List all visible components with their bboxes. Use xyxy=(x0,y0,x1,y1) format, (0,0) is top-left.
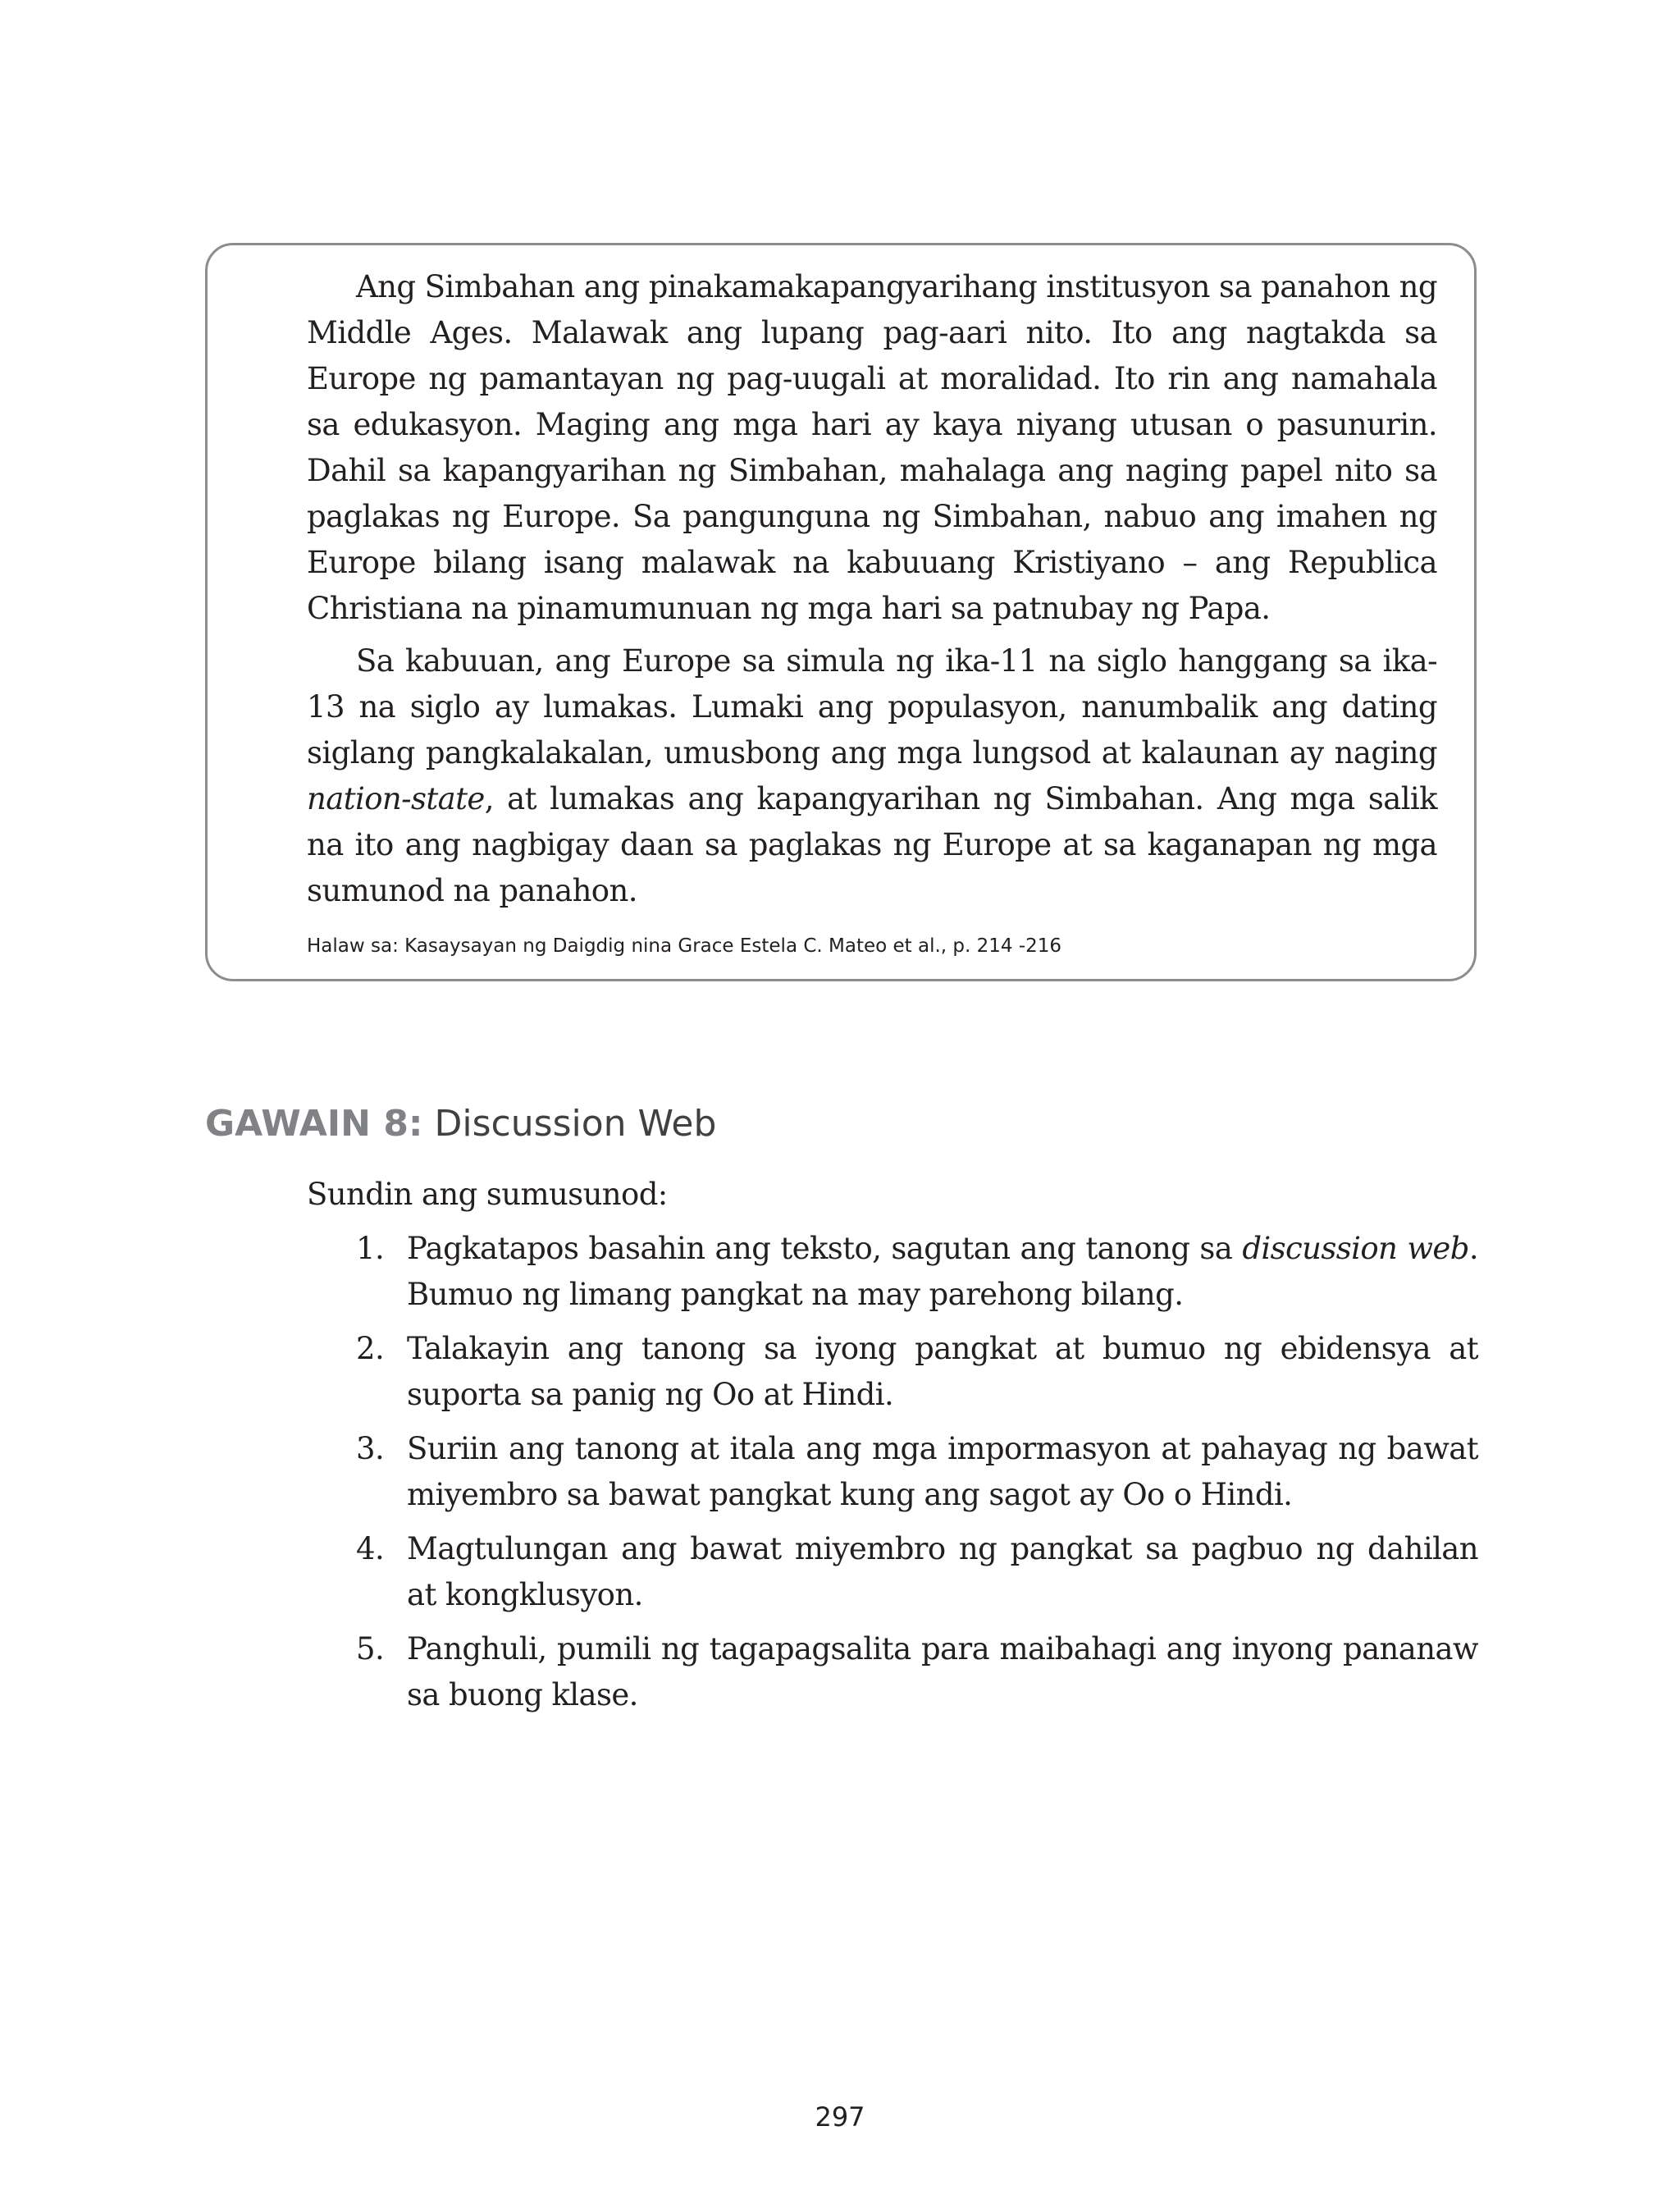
step-text: Magtulungan ang bawat miyembro ng pangkat sa pagbuo ng dahilan at kongklusyon. xyxy=(407,1531,1478,1612)
step-text-end: . Bumuo ng limang pangkat na may parehong bilang. xyxy=(407,1231,1478,1312)
paragraph-2-italic-term: nation-state xyxy=(307,781,485,816)
reading-text xyxy=(307,264,1437,921)
source-citation: Halaw sa: Kasaysayan ng Daigdig nina Grace Estela C. Mateo et al., p. 214 -216 xyxy=(307,935,1062,957)
step-text: Suriin ang tanong at itala ang mga impormasyon at pahayag ng bawat miyembro sa bawat pangkat kung ang sagot ay Oo o Hindi. xyxy=(407,1431,1478,1512)
step-text-start: Pagkatapos basahin ang teksto, sagutan ang tanong sa xyxy=(407,1231,1243,1266)
activity-label: GAWAIN 8: xyxy=(205,1103,423,1145)
reading-paragraph-1: Ang Simbahan ang pinakamakapangyarihang institusyon sa panahon ng Middle Ages. Malawak ang lupang pag-aari nito. Ito ang nagtakda sa Europe ng pamantayan ng pag-uugali at moralidad. Ito rin ang namahala sa edukasyon. Maging ang mga hari ay kaya niyang utusan o pasunurin. Dahil sa kapangyarihan ng Simbahan, mahalaga ang naging papel nito sa paglakas ng Europe. Sa pangunguna ng Simbahan, nabuo ang imahen ng Europe bilang isang malawak na kabuuang Kristiyano – ang Republica Christiana na pinamumunuan ng mga hari sa patnubay ng Papa. xyxy=(307,269,1437,626)
step-number: 2. xyxy=(356,1331,385,1366)
steps-list xyxy=(345,1226,1478,1726)
list-item xyxy=(345,1226,1478,1318)
list-item xyxy=(345,1326,1478,1418)
step-text: Panghuli, pumili ng tagapagsalita para maibahagi ang inyong pananaw sa buong klase. xyxy=(407,1631,1478,1712)
list-item xyxy=(345,1626,1478,1718)
paragraph-2-text-end: , at lumakas ang kapangyarihan ng Simbahan. Ang mga salik na ito ang nagbigay daan sa paglakas ng Europe at sa kaganapan ng mga sumunod na panahon. xyxy=(307,781,1437,908)
step-number: 4. xyxy=(356,1531,385,1566)
step-number: 1. xyxy=(356,1231,385,1266)
activity-title: Discussion Web xyxy=(434,1103,717,1145)
list-item xyxy=(345,1426,1478,1518)
paragraph-2-text-start: Sa kabuuan, ang Europe sa simula ng ika-11 na siglo hanggang sa ika-13 na siglo ay lumakas. Lumaki ang populasyon, nanumbalik ang dating siglang pangkalakalan, umusbong ang mga lungsod at kalaunan ay naging xyxy=(307,643,1437,770)
activity-instruction: Sundin ang sumusunod: xyxy=(307,1177,668,1212)
list-item xyxy=(345,1526,1478,1618)
page-number: 297 xyxy=(815,2101,865,2133)
step-italic-term: discussion web xyxy=(1242,1231,1469,1266)
step-text: Talakayin ang tanong sa iyong pangkat at bumuo ng ebidensya at suporta sa panig ng Oo at Hindi. xyxy=(407,1331,1478,1412)
step-number: 5. xyxy=(356,1631,385,1667)
activity-heading xyxy=(205,1100,716,1149)
reading-paragraph-2 xyxy=(307,638,1437,914)
step-number: 3. xyxy=(356,1431,385,1466)
